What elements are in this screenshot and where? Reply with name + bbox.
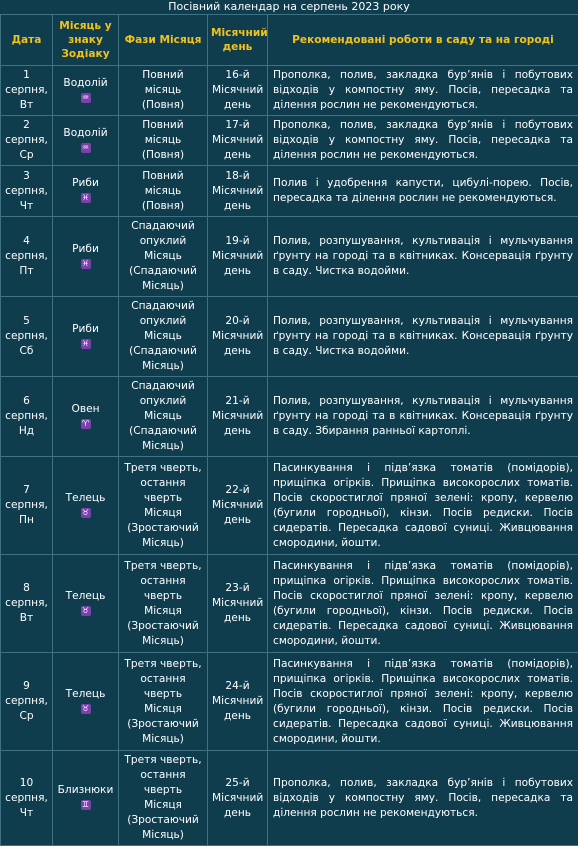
moon-phase-cell bbox=[119, 751, 208, 846]
table-row bbox=[1, 751, 578, 846]
zodiac-name: Телець bbox=[66, 590, 106, 602]
zodiac-sign-icon: ♒ bbox=[81, 143, 91, 153]
date-month: серпня, bbox=[5, 330, 48, 342]
moon-phase-line: остання чверть bbox=[140, 769, 185, 796]
recommended-work-cell: Полив, розпушування, культивація і мульчування ґрунту на городі та в квітниках. Консервація ґрунту в саду. Чистка водойми. bbox=[268, 297, 578, 377]
lunar-day-line: Місячний bbox=[212, 250, 263, 262]
lunar-day-cell bbox=[208, 297, 268, 377]
moon-phase-line: Місяця bbox=[144, 703, 182, 715]
moon-phase-line: Місяць) bbox=[142, 360, 184, 372]
moon-phase-line: (Зростаючий bbox=[127, 620, 199, 632]
lunar-day-line: день bbox=[224, 99, 251, 111]
moon-phase-line: Повний місяць bbox=[142, 170, 183, 197]
date-cell bbox=[1, 217, 53, 297]
date-cell bbox=[1, 377, 53, 457]
zodiac-name: Водолій bbox=[63, 127, 107, 139]
table-body bbox=[1, 66, 578, 846]
table-header-row bbox=[1, 15, 578, 66]
zodiac-name: Овен bbox=[71, 403, 99, 415]
date-day: 4 bbox=[23, 235, 30, 247]
date-cell bbox=[1, 297, 53, 377]
table-row bbox=[1, 116, 578, 166]
moon-phase-line: Місяць) bbox=[142, 829, 184, 841]
moon-phase-line: Третя чверть, bbox=[124, 658, 201, 670]
moon-phase-line: опуклий Місяць bbox=[140, 395, 187, 422]
lunar-day-line: 18-й bbox=[225, 170, 249, 182]
header-date: Дата bbox=[1, 15, 53, 66]
moon-phase-line: Спадаючий bbox=[131, 300, 195, 312]
lunar-day-line: 25-й bbox=[225, 777, 249, 789]
lunar-day-line: день bbox=[224, 149, 251, 161]
header-lunar-day: Місячний день bbox=[208, 15, 268, 66]
lunar-day-line: Місячний bbox=[212, 597, 263, 609]
recommended-work-cell: Прополка, полив, закладка бур’янів і побутових відходів у компостну яму. Посів, пересадка та ділення рослин не рекомендуються. bbox=[268, 116, 578, 166]
moon-phase-line: Місяць) bbox=[142, 537, 184, 549]
moon-phase-cell bbox=[119, 166, 208, 217]
date-month: серпня, bbox=[5, 250, 48, 262]
moon-phase-line: Повний місяць bbox=[142, 69, 183, 96]
date-month: серпня, bbox=[5, 792, 48, 804]
lunar-day-line: Місячний bbox=[212, 134, 263, 146]
lunar-day-cell bbox=[208, 457, 268, 555]
moon-phase-line: (Зростаючий bbox=[127, 522, 199, 534]
date-day: 8 bbox=[23, 582, 30, 594]
lunar-day-line: день bbox=[224, 612, 251, 624]
moon-phase-line: (Повня) bbox=[142, 149, 184, 161]
zodiac-cell bbox=[53, 166, 119, 217]
moon-phase-line: Місяць) bbox=[142, 280, 184, 292]
date-weekday: Нд bbox=[19, 425, 34, 437]
moon-phase-line: (Повня) bbox=[142, 200, 184, 212]
zodiac-sign-icon: ♓ bbox=[81, 259, 91, 269]
lunar-day-line: день bbox=[224, 425, 251, 437]
date-month: серпня, bbox=[5, 84, 48, 96]
date-cell bbox=[1, 653, 53, 751]
table-row bbox=[1, 217, 578, 297]
zodiac-sign-icon: ♉ bbox=[81, 704, 91, 714]
zodiac-cell bbox=[53, 751, 119, 846]
lunar-day-line: Місячний bbox=[212, 792, 263, 804]
lunar-day-cell bbox=[208, 377, 268, 457]
date-weekday: Пн bbox=[19, 514, 34, 526]
zodiac-cell bbox=[53, 66, 119, 116]
zodiac-sign-icon: ♓ bbox=[81, 339, 91, 349]
zodiac-cell bbox=[53, 217, 119, 297]
date-day: 7 bbox=[23, 484, 30, 496]
moon-phase-line: Місяця bbox=[144, 799, 182, 811]
table-row bbox=[1, 457, 578, 555]
moon-phase-line: (Повня) bbox=[142, 99, 184, 111]
table-row bbox=[1, 297, 578, 377]
lunar-day-line: день bbox=[224, 265, 251, 277]
recommended-work-cell: Полив, розпушування, культивація і мульчування ґрунту на городі та в квітниках. Консервація ґрунту в саду. Чистка водойми. bbox=[268, 217, 578, 297]
zodiac-name: Риби bbox=[72, 177, 99, 189]
zodiac-sign-icon: ♓ bbox=[81, 193, 91, 203]
lunar-day-line: Місячний bbox=[212, 185, 263, 197]
moon-phase-line: Місяця bbox=[144, 605, 182, 617]
page-title: Посівний календар на серпень 2023 року bbox=[0, 0, 578, 14]
table-row bbox=[1, 555, 578, 653]
zodiac-name: Телець bbox=[66, 688, 106, 700]
moon-phase-line: остання чверть bbox=[140, 673, 185, 700]
moon-phase-cell bbox=[119, 555, 208, 653]
zodiac-cell bbox=[53, 555, 119, 653]
date-weekday: Вт bbox=[20, 99, 33, 111]
lunar-day-line: 17-й bbox=[225, 119, 249, 131]
zodiac-cell bbox=[53, 377, 119, 457]
recommended-work-cell: Прополка, полив, закладка бур’янів і побутових відходів у компостну яму. Посів, пересадка та ділення рослин не рекомендуються. bbox=[268, 66, 578, 116]
recommended-work-cell: Пасинкування і підв’язка томатів (помідорів), прищіпка огірків. Прищіпка високорослих томатів. Посів скоростиглої пряної зелені: кропу, кервелю (бугили городньої), кінзи. Посів редиски. Посів сидератів. Пересадка садової суниці. Живцювання смородини, йошти. bbox=[268, 555, 578, 653]
date-weekday: Ср bbox=[19, 149, 33, 161]
date-cell bbox=[1, 66, 53, 116]
moon-phase-line: Повний місяць bbox=[142, 119, 183, 146]
lunar-day-cell bbox=[208, 653, 268, 751]
lunar-day-line: день bbox=[224, 807, 251, 819]
moon-phase-line: Місяць) bbox=[142, 635, 184, 647]
date-cell bbox=[1, 166, 53, 217]
lunar-day-line: 22-й bbox=[225, 484, 249, 496]
moon-phase-line: Спадаючий bbox=[131, 220, 195, 232]
lunar-day-line: Місячний bbox=[212, 410, 263, 422]
table-row bbox=[1, 166, 578, 217]
zodiac-name: Риби bbox=[72, 243, 99, 255]
zodiac-sign-icon: ♉ bbox=[81, 606, 91, 616]
recommended-work-cell: Пасинкування і підв’язка томатів (помідорів), прищіпка огірків. Прищіпка високорослих томатів. Посів скоростиглої пряної зелені: кропу, кервелю (бугили городньої), кінзи. Посів редиски. Посів сидератів. Пересадка садової суниці. Живцювання смородини, йошти. bbox=[268, 653, 578, 751]
lunar-day-cell bbox=[208, 751, 268, 846]
lunar-day-line: Місячний bbox=[212, 499, 263, 511]
moon-phase-line: (Зростаючий bbox=[127, 814, 199, 826]
lunar-day-cell bbox=[208, 66, 268, 116]
table-row bbox=[1, 377, 578, 457]
moon-phase-line: (Спадаючий bbox=[129, 345, 197, 357]
moon-phase-line: Місяця bbox=[144, 507, 182, 519]
lunar-day-line: день bbox=[224, 345, 251, 357]
date-day: 1 bbox=[23, 69, 30, 81]
moon-phase-cell bbox=[119, 457, 208, 555]
date-month: серпня, bbox=[5, 410, 48, 422]
lunar-day-cell bbox=[208, 555, 268, 653]
date-month: серпня, bbox=[5, 499, 48, 511]
sowing-calendar-table bbox=[0, 14, 578, 846]
zodiac-cell bbox=[53, 457, 119, 555]
moon-phase-line: Місяць) bbox=[142, 733, 184, 745]
lunar-day-line: 16-й bbox=[225, 69, 249, 81]
header-zodiac: Місяць у знаку Зодіаку bbox=[53, 15, 119, 66]
recommended-work-cell: Полив і удобрення капусти, цибулі-порею. Посів, пересадка та ділення рослин не рекомендуються. bbox=[268, 166, 578, 217]
date-weekday: Чт bbox=[20, 200, 33, 212]
lunar-day-cell bbox=[208, 116, 268, 166]
zodiac-sign-icon: ♊ bbox=[81, 800, 91, 810]
date-day: 6 bbox=[23, 395, 30, 407]
header-phase: Фази Місяця bbox=[119, 15, 208, 66]
date-day: 2 bbox=[23, 119, 30, 131]
zodiac-name: Риби bbox=[72, 323, 99, 335]
moon-phase-line: Третя чверть, bbox=[124, 462, 201, 474]
moon-phase-cell bbox=[119, 116, 208, 166]
date-day: 3 bbox=[23, 170, 30, 182]
date-month: серпня, bbox=[5, 597, 48, 609]
moon-phase-line: остання чверть bbox=[140, 477, 185, 504]
date-weekday: Пт bbox=[19, 265, 33, 277]
zodiac-cell bbox=[53, 297, 119, 377]
date-day: 5 bbox=[23, 315, 30, 327]
recommended-work-cell: Пасинкування і підв’язка томатів (помідорів), прищіпка огірків. Прищіпка високорослих томатів. Посів скоростиглої пряної зелені: кропу, кервелю (бугили городньої), кінзи. Посів редиски. Посів сидератів. Пересадка садової суниці. Живцювання смородини, йошти. bbox=[268, 457, 578, 555]
moon-phase-line: Третя чверть, bbox=[124, 560, 201, 572]
moon-phase-cell bbox=[119, 377, 208, 457]
lunar-day-line: Місячний bbox=[212, 84, 263, 96]
zodiac-cell bbox=[53, 116, 119, 166]
moon-phase-line: Третя чверть, bbox=[124, 754, 201, 766]
moon-phase-line: опуклий Місяць bbox=[140, 315, 187, 342]
zodiac-name: Близнюки bbox=[58, 784, 114, 796]
lunar-day-line: 23-й bbox=[225, 582, 249, 594]
date-cell bbox=[1, 555, 53, 653]
date-cell bbox=[1, 457, 53, 555]
header-work: Рекомендовані роботи в саду та на городі bbox=[268, 15, 578, 66]
moon-phase-line: (Зростаючий bbox=[127, 718, 199, 730]
lunar-day-line: 20-й bbox=[225, 315, 249, 327]
date-weekday: Вт bbox=[20, 612, 33, 624]
moon-phase-cell bbox=[119, 297, 208, 377]
lunar-day-line: день bbox=[224, 200, 251, 212]
zodiac-cell bbox=[53, 653, 119, 751]
moon-phase-line: Спадаючий bbox=[131, 380, 195, 392]
moon-phase-line: опуклий Місяць bbox=[140, 235, 187, 262]
date-weekday: Ср bbox=[19, 710, 33, 722]
moon-phase-line: Місяць) bbox=[142, 440, 184, 452]
lunar-day-cell bbox=[208, 217, 268, 297]
moon-phase-cell bbox=[119, 653, 208, 751]
lunar-day-line: день bbox=[224, 710, 251, 722]
date-weekday: Чт bbox=[20, 807, 33, 819]
recommended-work-cell: Прополка, полив, закладка бур’янів і побутових відходів у компостну яму. Посів, пересадка та ділення рослин не рекомендуються. bbox=[268, 751, 578, 846]
lunar-day-line: день bbox=[224, 514, 251, 526]
lunar-day-line: Місячний bbox=[212, 330, 263, 342]
zodiac-sign-icon: ♒ bbox=[81, 93, 91, 103]
moon-phase-line: (Спадаючий bbox=[129, 425, 197, 437]
moon-phase-cell bbox=[119, 66, 208, 116]
zodiac-name: Телець bbox=[66, 492, 106, 504]
lunar-day-line: Місячний bbox=[212, 695, 263, 707]
moon-phase-line: (Спадаючий bbox=[129, 265, 197, 277]
date-day: 10 bbox=[20, 777, 33, 789]
lunar-day-line: 21-й bbox=[225, 395, 249, 407]
table-row bbox=[1, 653, 578, 751]
moon-phase-cell bbox=[119, 217, 208, 297]
moon-phase-line: остання чверть bbox=[140, 575, 185, 602]
zodiac-sign-icon: ♈ bbox=[81, 419, 91, 429]
lunar-day-line: 24-й bbox=[225, 680, 249, 692]
date-month: серпня, bbox=[5, 185, 48, 197]
zodiac-name: Водолій bbox=[63, 77, 107, 89]
lunar-day-line: 19-й bbox=[225, 235, 249, 247]
lunar-day-cell bbox=[208, 166, 268, 217]
date-weekday: Сб bbox=[20, 345, 34, 357]
recommended-work-cell: Полив, розпушування, культивація і мульчування ґрунту на городі та в квітниках. Консервація ґрунту в саду. Збирання ранньої картоплі. bbox=[268, 377, 578, 457]
date-month: серпня, bbox=[5, 695, 48, 707]
date-cell bbox=[1, 751, 53, 846]
zodiac-sign-icon: ♉ bbox=[81, 508, 91, 518]
date-cell bbox=[1, 116, 53, 166]
date-month: серпня, bbox=[5, 134, 48, 146]
date-day: 9 bbox=[23, 680, 30, 692]
table-row bbox=[1, 66, 578, 116]
